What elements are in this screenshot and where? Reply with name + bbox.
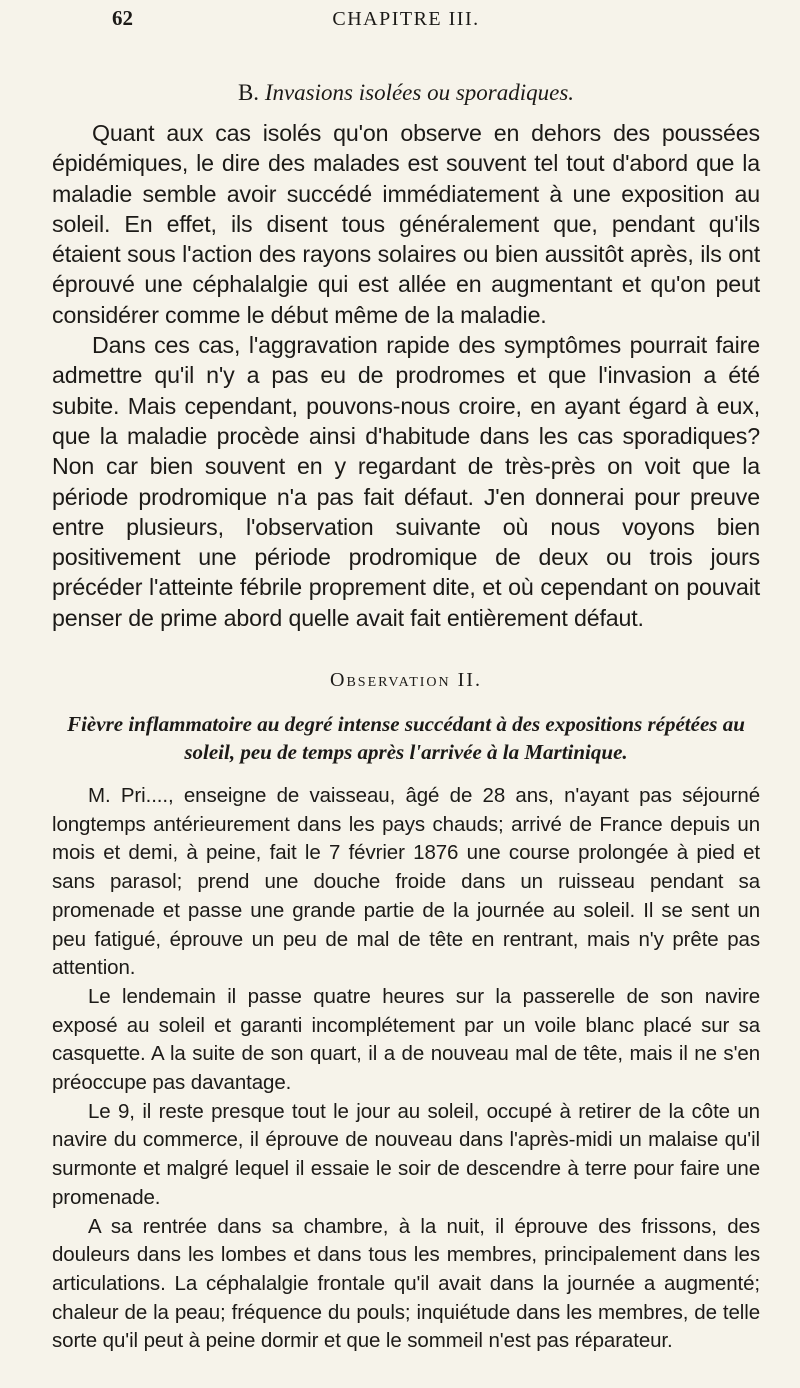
section-letter: B.: [237, 80, 260, 105]
section-title: Invasions isolées ou sporadiques.: [264, 80, 575, 105]
paragraph: M. Pri...., enseigne de vaisseau, âgé de 28 ans, n'ayant pas séjourné longtemps antérieurement dans les pays chauds; arrivé de France depuis un mois et demi, à peine, fait le 7 février 1876 une course prolongée à pied et sans parasol; prend une douche froide dans un ruisseau pendant sa promenade et passe une grande partie de la journée au soleil. Il se sent un peu fatigué, éprouve un peu de mal de tête en rentrant, mais n'y prête pas attention.: [52, 784, 760, 980]
paragraph: Dans ces cas, l'aggravation rapide des symptômes pourrait faire admettre qu'il n'y a pas eu de prodromes et que l'invasion a été subite. Mais cependant, pouvons-nous croire, en ayant égard à eux, que la maladie procède ainsi d'habitude dans les cas sporadiques? Non car bien souvent en y regardant de très-près on voit que la période prodromique n'a pas fait défaut. J'en donnerai pour preuve entre plusieurs, l'observation suivante où nous voyons bien positivement une période prodromique de deux ou trois jours précéder l'atteinte fébrile proprement dite, et où cependant on pouvait penser de prime abord quelle avait fait entièrement défaut.: [52, 332, 760, 631]
page-number: 62: [112, 6, 133, 30]
running-head: [52, 0, 760, 56]
observation-subtitle: Fièvre inflammatoire au degré intense succédant à des expositions répétées au soleil, peu de temps après l'arrivée à la Martinique.: [67, 712, 745, 765]
paragraph: Le lendemain il passe quatre heures sur la passerelle de son navire exposé au soleil et garanti incomplétement par un voile blanc placé sur sa casquette. A la suite de son quart, il a de nouveau mal de tête, mais il ne s'en préoccupe pas davantage.: [52, 984, 760, 1095]
section-heading: [52, 80, 760, 106]
paragraph: A sa rentrée dans sa chambre, à la nuit, il éprouve des frissons, des douleurs dans les lombes et dans tous les membres, principalement dans les articulations. La céphalalgie frontale qu'il avait dans la journée a augmenté; chaleur de la peau; fréquence du pouls; inquiétude dans les membres, de telle sorte qu'il peut à peine dormir et que le sommeil n'est pas réparateur.: [52, 1214, 760, 1353]
observation-text: [52, 782, 760, 1356]
paragraph: Le 9, il reste presque tout le jour au soleil, occupé à retirer de la côte un navire du commerce, il éprouve de nouveau dans l'après-midi un malaise qu'il surmonte et malgré lequel il essaie le soir de descendre à terre pour faire une promenade.: [52, 1099, 760, 1209]
observation-title: Observation II.: [330, 669, 482, 692]
paragraph: Quant aux cas isolés qu'on observe en dehors des poussées épidémiques, le dire des malades est souvent tel tout d'abord que la maladie semble avoir succédé immédiatement à une exposition au soleil. En effet, ils disent tous généralement que, pendant qu'ils étaient sous l'action des rayons solaires ou bien aussitôt après, ils ont éprouvé une céphalalgie qui est allée en augmentant et qu'on peut considérer comme le début même de la maladie.: [52, 120, 760, 328]
chapter-title: CHAPITRE III.: [332, 8, 480, 30]
intro-text: [52, 118, 760, 633]
